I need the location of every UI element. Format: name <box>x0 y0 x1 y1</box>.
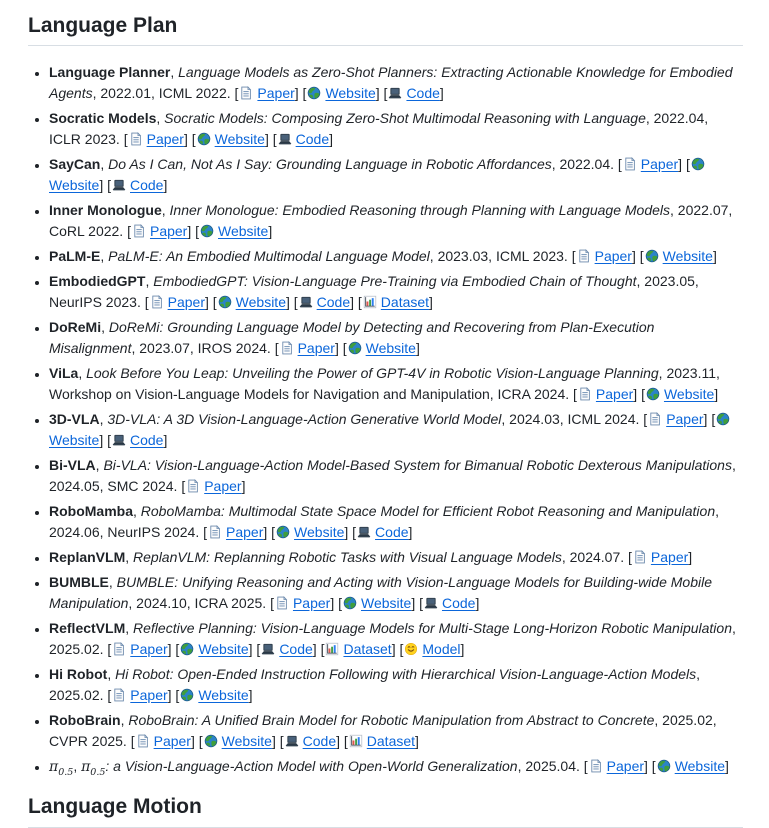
paper-link[interactable] <box>647 411 703 427</box>
laptop-icon <box>278 132 292 146</box>
link-label: Website <box>49 432 100 449</box>
model-link[interactable] <box>403 641 460 657</box>
globe-icon <box>343 596 357 610</box>
bracket-open: [ <box>198 733 203 750</box>
paper-link[interactable] <box>577 386 633 402</box>
bracket-open: [ <box>338 595 342 612</box>
website-link[interactable] <box>275 524 344 540</box>
bracket-close: ] <box>163 177 168 194</box>
bracket-close: ] <box>334 340 339 357</box>
paper-icon <box>186 479 200 493</box>
link-label: Code <box>130 432 164 449</box>
bracket-open: [ <box>641 386 645 403</box>
link-label: Website <box>674 758 726 775</box>
paper-meta: 2023.03, ICML 2023. <box>437 248 568 265</box>
paper-link[interactable] <box>632 549 688 565</box>
paper-name: PaLM-E <box>49 248 101 265</box>
link-label: Paper <box>167 294 205 311</box>
bracket-open: [ <box>617 156 622 173</box>
globe-icon <box>646 387 660 401</box>
paper-link[interactable] <box>149 294 205 310</box>
bracket-open: [ <box>107 641 112 658</box>
paper-name <box>49 758 74 779</box>
paper-icon <box>577 249 591 263</box>
globe-icon <box>200 224 214 238</box>
globe-icon <box>657 759 671 773</box>
bracket-close: ] <box>429 294 433 311</box>
link-label: Code <box>441 595 476 612</box>
bracket-close: ] <box>703 411 708 428</box>
website-link[interactable] <box>656 758 725 774</box>
bracket-close: ] <box>329 131 333 148</box>
paper-meta: 2022.01, ICML 2022. <box>100 85 231 102</box>
bracket-open: [ <box>711 411 716 428</box>
paper-name: RoboBrain <box>49 712 121 729</box>
code-link[interactable] <box>387 85 439 101</box>
code-link[interactable] <box>423 595 475 611</box>
bracket-close: ] <box>167 687 172 704</box>
paper-name: Language Planner <box>49 64 171 81</box>
link-label: Paper <box>650 549 689 566</box>
bracket-open: [ <box>107 687 112 704</box>
link-label: Website <box>218 223 269 240</box>
website-link[interactable] <box>645 386 714 402</box>
bracket-close: ] <box>167 641 172 658</box>
paper-title: BUMBLE: Unifying Reasoning and Acting with Vision-Language Models for Building-wide Mobile Manipulation <box>49 574 712 612</box>
website-link[interactable] <box>199 223 268 239</box>
bracket-close: ] <box>183 131 188 148</box>
globe-icon <box>180 688 194 702</box>
bracket-open: [ <box>203 524 208 541</box>
bracket-close: ] <box>439 85 444 102</box>
laptop-icon <box>388 86 402 100</box>
paper-link[interactable] <box>207 524 263 540</box>
paper-meta: 2025.04. <box>525 758 580 775</box>
code-link[interactable] <box>277 131 329 147</box>
bracket-close: ] <box>330 595 335 612</box>
bracket-open: [ <box>399 641 404 658</box>
globe-icon <box>348 341 362 355</box>
paper-icon <box>589 759 603 773</box>
paper-entry: • RoboBrain, RoboBrain: A Unified Brain Model for Robotic Manipulation from Abstract to Concrete, 2025.02, CVPR 2025. [ Paper] [ Website] [ Code] [ Dataset] <box>49 710 743 752</box>
link-label: Paper <box>130 687 168 704</box>
laptop-icon <box>112 433 126 447</box>
link-label: Paper <box>149 223 188 240</box>
paper-icon <box>239 86 253 100</box>
paper-name: Hi Robot <box>49 666 108 683</box>
bracket-open: [ <box>191 131 196 148</box>
laptop-icon <box>424 596 438 610</box>
link-label: Website <box>294 524 345 541</box>
bar-chart-icon <box>349 734 363 748</box>
paper-title: Socratic Models: Composing Zero-Shot Multimodal Reasoning with Language <box>164 110 646 127</box>
paper-entry: • Inner Monologue, Inner Monologue: Embodied Reasoning through Planning with Language Models, 2022.07, CoRL 2022. [ Paper] [ Website] <box>49 200 743 242</box>
bracket-open: [ <box>685 156 690 173</box>
paper-meta: 2024.06, NeurIPS 2024. <box>49 524 200 541</box>
link-label: Code <box>130 177 164 194</box>
link-label: Website <box>325 85 376 102</box>
paper-entry: • ReplanVLM, ReplanVLM: Replanning Robotic Tasks with Visual Language Models, 2024.07. [ Paper] <box>49 547 743 568</box>
paper-list <box>28 62 743 778</box>
link-label: Paper <box>153 733 191 750</box>
bracket-close: ] <box>633 386 638 403</box>
link-label: Website <box>49 177 100 194</box>
bracket-close: ] <box>678 156 683 173</box>
paper-title: Look Before You Leap: Unveiling the Power of GPT-4V in Robotic Vision-Language Planning <box>86 365 659 382</box>
paper-title: 3D-VLA: A 3D Vision-Language-Action Generative World Model <box>107 411 502 428</box>
globe-icon <box>180 642 194 656</box>
bracket-close: ] <box>725 758 729 775</box>
bracket-close: ] <box>714 386 719 403</box>
paper-meta: 2023.11, Workshop on Vision-Language Models for Navigation and Manipulation, ICRA 2024. <box>49 365 720 403</box>
paper-title: PaLM-E: An Embodied Multimodal Language Model <box>108 248 430 265</box>
link-label: Website <box>663 386 715 403</box>
paper-meta: 2023.07, IROS 2024. <box>139 340 271 357</box>
paper-entry: • RoboMamba, RoboMamba: Multimodal State Space Model for Efficient Robot Reasoning and Manipulation, 2024.06, NeurIPS 2024. [ Paper] [ Website] [ Code] <box>49 501 743 543</box>
bracket-close: ] <box>415 733 419 750</box>
bracket-open: [ <box>130 733 135 750</box>
globe-icon <box>691 157 705 171</box>
bracket-open: [ <box>127 223 131 240</box>
link-label: Website <box>198 687 249 704</box>
bracket-open: [ <box>144 294 149 311</box>
paper-link[interactable] <box>588 758 644 774</box>
paper-icon <box>132 224 146 238</box>
bracket-open: [ <box>256 641 261 658</box>
link-label: Code <box>302 733 337 750</box>
link-label: Paper <box>594 248 632 265</box>
bracket-open: [ <box>419 595 423 612</box>
paper-meta: 2022.04. <box>559 156 615 173</box>
paper-entry: • BUMBLE, BUMBLE: Unifying Reasoning and Acting with Vision-Language Models for Building-wide Mobile Manipulation, 2024.10, ICRA 2025. [ Paper] [ Website] [ Code] <box>49 572 743 614</box>
bracket-close: ] <box>241 478 246 495</box>
bracket-close: ] <box>248 641 253 658</box>
bracket-close: ] <box>163 432 168 449</box>
bracket-open: [ <box>270 595 274 612</box>
link-label: Code <box>316 294 351 311</box>
link-label: Website <box>235 294 286 311</box>
bracket-open: [ <box>175 641 180 658</box>
bracket-close: ] <box>268 223 273 240</box>
paper-meta: 2022.07, CoRL 2022. <box>49 202 733 240</box>
bracket-close: ] <box>391 641 396 658</box>
bracket-close: ] <box>187 223 192 240</box>
link-label: Paper <box>226 524 264 541</box>
bracket-close: ] <box>475 595 480 612</box>
paper-title: $\pi_{0.5}$: a Vision-Language-Action Model with Open-World Generalization <box>81 758 518 779</box>
paper-icon <box>275 596 289 610</box>
website-link[interactable] <box>217 294 286 310</box>
link-label: Website <box>198 641 249 658</box>
paper-icon <box>280 341 294 355</box>
laptop-icon <box>261 642 275 656</box>
paper-icon <box>648 412 662 426</box>
link-label: Paper <box>297 340 335 357</box>
paper-title: Inner Monologue: Embodied Reasoning through Planning with Language Models <box>169 202 671 219</box>
paper-entry: • Language Planner, Language Models as Zero-Shot Planners: Extracting Actionable Knowledge for Embodied Agents, 2022.01, ICML 2022. [ Paper] [ Website] [ Code] <box>49 62 743 104</box>
paper-link[interactable] <box>274 595 330 611</box>
paper-entry: • 3D-VLA, 3D-VLA: A 3D Vision-Language-Action Generative World Model, 2024.03, ICML 2024. [ Paper] [ Website] [ Code] <box>49 409 743 451</box>
link-label: Website <box>365 340 416 357</box>
paper-meta: 2025.02. <box>49 641 104 658</box>
globe-icon <box>645 249 659 263</box>
website-link[interactable] <box>306 85 375 101</box>
paper-link[interactable] <box>622 156 678 172</box>
link-label: Paper <box>606 758 645 775</box>
paper-title: DoReMi: Grounding Language Model by Detecting and Recovering from Plan-Execution Misalignment <box>49 319 655 357</box>
bracket-open: [ <box>357 294 362 311</box>
paper-name: RoboMamba <box>49 503 133 520</box>
paper-name: Socratic Models <box>49 110 157 127</box>
paper-entry: • EmbodiedGPT, EmbodiedGPT: Vision-Language Pre-Training via Embodied Chain of Thought, 2023.05, NeurIPS 2023. [ Paper] [ Website] [ Code] [ Dataset] <box>49 271 743 313</box>
paper-entry: • DoReMi, DoReMi: Grounding Language Model by Detecting and Recovering from Plan-Execution Misalignment, 2023.07, IROS 2024. [ Paper] [ Website] <box>49 317 743 359</box>
paper-meta: 2024.10, ICRA 2025. <box>136 595 267 612</box>
paper-title: Reflective Planning: Vision-Language Models for Multi-Stage Long-Horizon Robotic Manipulation <box>133 620 732 637</box>
paper-title: Language Models as Zero-Shot Planners: Extracting Actionable Knowledge for Embodied Agents <box>49 64 733 102</box>
link-label: Website <box>360 595 412 612</box>
paper-title: RoboBrain: A Unified Brain Model for Robotic Manipulation from Abstract to Concrete <box>128 712 655 729</box>
link-label: Paper <box>292 595 331 612</box>
bracket-close: ] <box>190 733 195 750</box>
bracket-open: [ <box>274 340 279 357</box>
link-label: Dataset <box>343 641 392 658</box>
bracket-open: [ <box>279 733 284 750</box>
link-label: Paper <box>204 478 242 495</box>
paper-name: Bi-VLA <box>49 457 96 474</box>
bracket-close: ] <box>375 85 380 102</box>
bracket-open: [ <box>573 386 577 403</box>
paper-entry: • PaLM-E, PaLM-E: An Embodied Multimodal Language Model, 2023.03, ICML 2023. [ Paper] [ Website] <box>49 246 743 267</box>
code-link[interactable] <box>260 641 312 657</box>
laptop-icon <box>299 295 313 309</box>
website-link[interactable] <box>179 687 248 703</box>
bracket-close: ] <box>294 85 299 102</box>
bracket-open: [ <box>571 248 576 265</box>
website-link[interactable] <box>342 595 411 611</box>
paper-icon <box>129 132 143 146</box>
website-link[interactable] <box>347 340 416 356</box>
link-label: Paper <box>130 641 168 658</box>
bracket-open: [ <box>639 248 644 265</box>
link-label: Paper <box>146 131 184 148</box>
paper-name: 3D-VLA <box>49 411 100 428</box>
code-link[interactable] <box>111 432 163 448</box>
paper-link[interactable] <box>111 687 167 703</box>
bracket-open: [ <box>212 294 217 311</box>
website-link[interactable] <box>196 131 265 147</box>
paper-link[interactable] <box>128 131 184 147</box>
bracket-open: [ <box>383 85 388 102</box>
paper-link[interactable] <box>238 85 294 101</box>
bracket-open: [ <box>123 131 128 148</box>
paper-name: BUMBLE <box>49 574 109 591</box>
bracket-open: [ <box>107 432 111 449</box>
bracket-open: [ <box>628 549 632 566</box>
bracket-close: ] <box>350 294 355 311</box>
bracket-close: ] <box>312 641 317 658</box>
globe-icon <box>307 86 321 100</box>
paper-link[interactable] <box>131 223 187 239</box>
bracket-open: [ <box>272 131 277 148</box>
paper-entry: • ViLa, Look Before You Leap: Unveiling the Power of GPT-4V in Robotic Vision-Language Planning, 2023.11, Workshop on Vision-Language Models for Navigation and Manipulation, ICRA 2024. [ Paper] [ Website] <box>49 363 743 405</box>
paper-meta: 2022.04, ICLR 2023. <box>49 110 709 148</box>
bracket-close: ] <box>248 687 253 704</box>
globe-icon <box>716 412 730 426</box>
bracket-close: ] <box>264 131 269 148</box>
dataset-link[interactable] <box>324 641 391 657</box>
bracket-open: [ <box>302 85 307 102</box>
hugging-face-icon <box>404 642 418 656</box>
paper-link[interactable] <box>279 340 335 356</box>
website-link[interactable] <box>203 733 272 749</box>
bracket-close: ] <box>99 177 104 194</box>
paper-link[interactable] <box>576 248 632 264</box>
link-label: Website <box>214 131 265 148</box>
paper-meta: 2023.05, NeurIPS 2023. <box>49 273 699 311</box>
bracket-close: ] <box>460 641 465 658</box>
paper-meta: 2025.02, CVPR 2025. <box>49 712 717 750</box>
paper-icon <box>208 525 222 539</box>
code-link[interactable] <box>111 177 163 193</box>
link-label: Code <box>406 85 440 102</box>
paper-meta: 2024.07. <box>569 549 625 566</box>
paper-entry: • $\pi_{0.5}$, $\pi_{0.5}$: a Vision-Language-Action Model with Open-World Generalization, 2025.04. [ Paper] [ Website] <box>49 756 743 778</box>
link-label: Website <box>221 733 272 750</box>
bar-chart-icon <box>325 642 339 656</box>
paper-name: ViLa <box>49 365 79 382</box>
bar-chart-icon <box>363 295 377 309</box>
paper-entry: • SayCan, Do As I Can, Not As I Say: Grounding Language in Robotic Affordances, 2022.04. [ Paper] [ Website] [ Code] <box>49 154 743 196</box>
dataset-link[interactable] <box>362 294 429 310</box>
globe-icon <box>204 734 218 748</box>
bracket-open: [ <box>107 177 111 194</box>
bracket-close: ] <box>344 524 349 541</box>
bracket-close: ] <box>204 294 209 311</box>
dataset-link[interactable] <box>348 733 415 749</box>
globe-icon <box>197 132 211 146</box>
website-link[interactable] <box>644 248 713 264</box>
pi-symbol: $\pi_{0.5}$ <box>49 759 74 779</box>
bracket-open: [ <box>343 733 348 750</box>
paper-title: Do As I Can, Not As I Say: Grounding Language in Robotic Affordances <box>108 156 552 173</box>
paper-meta: 2024.05, SMC 2024. <box>49 478 178 495</box>
paper-title: RoboMamba: Multimodal State Space Model for Efficient Robot Reasoning and Manipulation <box>140 503 716 520</box>
link-label: Model <box>422 641 461 658</box>
bracket-open: [ <box>342 340 347 357</box>
code-link[interactable] <box>284 733 336 749</box>
paper-name: ReplanVLM <box>49 549 126 566</box>
paper-entry: • Bi-VLA, Bi-VLA: Vision-Language-Action Model-Based System for Bimanual Robotic Dexterous Manipulations, 2024.05, SMC 2024. [ Paper] <box>49 455 743 497</box>
bracket-close: ] <box>263 524 268 541</box>
link-label: Paper <box>595 386 634 403</box>
laptop-icon <box>285 734 299 748</box>
paper-icon <box>578 387 592 401</box>
bracket-close: ] <box>408 524 413 541</box>
paper-entry: • ReflectVLM, Reflective Planning: Vision-Language Models for Multi-Stage Long-Horizon Robotic Manipulation, 2025.02. [ Paper] [ Website] [ Code] [ Dataset] [ Model] <box>49 618 743 660</box>
section-heading-language-plan: Language Plan <box>28 13 743 46</box>
paper-icon <box>150 295 164 309</box>
website-link[interactable] <box>179 641 248 657</box>
paper-entry: • Socratic Models, Socratic Models: Composing Zero-Shot Multimodal Reasoning with Language, 2022.04, ICLR 2023. [ Paper] [ Website] [ Code] <box>49 108 743 150</box>
paper-name: EmbodiedGPT <box>49 273 146 290</box>
paper-icon <box>112 688 126 702</box>
paper-link[interactable] <box>185 478 241 494</box>
paper-name: DoReMi <box>49 319 102 336</box>
bracket-close: ] <box>415 340 420 357</box>
paper-icon <box>623 157 637 171</box>
link-label: Paper <box>666 411 704 428</box>
paper-icon <box>136 734 150 748</box>
paper-title: Hi Robot: Open-Ended Instruction Following with Hierarchical Vision-Language-Action Models <box>115 666 697 683</box>
paper-name: Inner Monologue <box>49 202 162 219</box>
section-heading-language-motion: Language Motion <box>28 794 743 827</box>
bracket-close: ] <box>285 294 290 311</box>
globe-icon <box>218 295 232 309</box>
bracket-open: [ <box>181 478 186 495</box>
bracket-open: [ <box>352 524 357 541</box>
bracket-close: ] <box>712 248 717 265</box>
link-label: Code <box>375 524 409 541</box>
link-label: Dataset <box>366 733 416 750</box>
link-label: Code <box>279 641 313 658</box>
bracket-open: [ <box>320 641 325 658</box>
paper-icon <box>112 642 126 656</box>
paper-meta: 2024.03, ICML 2024. <box>509 411 640 428</box>
link-label: Paper <box>257 85 295 102</box>
bracket-close: ] <box>644 758 648 775</box>
paper-entry: • Hi Robot, Hi Robot: Open-Ended Instruction Following with Hierarchical Vision-Language-Action Models, 2025.02. [ Paper] [ Website] <box>49 664 743 706</box>
bracket-open: [ <box>195 223 200 240</box>
code-link[interactable] <box>298 294 350 310</box>
link-label: Dataset <box>380 294 430 311</box>
bracket-close: ] <box>271 733 276 750</box>
paper-name: SayCan <box>49 156 101 173</box>
bracket-open: [ <box>643 411 648 428</box>
paper-icon <box>633 550 647 564</box>
pi-symbol: $\pi_{0.5}$ <box>81 759 106 779</box>
bracket-close: ] <box>336 733 340 750</box>
globe-icon <box>276 525 290 539</box>
laptop-icon <box>112 178 126 192</box>
paper-name: ReflectVLM <box>49 620 126 637</box>
bracket-close: ] <box>411 595 416 612</box>
link-label: Paper <box>640 156 679 173</box>
bracket-close: ] <box>631 248 636 265</box>
bracket-open: [ <box>293 294 298 311</box>
paper-meta: 2025.02. <box>49 687 104 704</box>
link-label: Website <box>662 248 713 265</box>
paper-link[interactable] <box>135 733 191 749</box>
code-link[interactable] <box>356 524 408 540</box>
paper-title: Bi-VLA: Vision-Language-Action Model-Based System for Bimanual Robotic Dexterous Manipulations <box>103 457 732 474</box>
bracket-open: [ <box>271 524 276 541</box>
bracket-open: [ <box>234 85 239 102</box>
paper-title: EmbodiedGPT: Vision-Language Pre-Training via Embodied Chain of Thought <box>153 273 637 290</box>
bracket-close: ] <box>688 549 693 566</box>
bracket-open: [ <box>651 758 656 775</box>
bracket-open: [ <box>175 687 180 704</box>
paper-link[interactable] <box>111 641 167 657</box>
laptop-icon <box>357 525 371 539</box>
bracket-open: [ <box>583 758 588 775</box>
link-label: Code <box>295 131 330 148</box>
bracket-close: ] <box>99 432 104 449</box>
paper-title: ReplanVLM: Replanning Robotic Tasks with Visual Language Models <box>133 549 562 566</box>
